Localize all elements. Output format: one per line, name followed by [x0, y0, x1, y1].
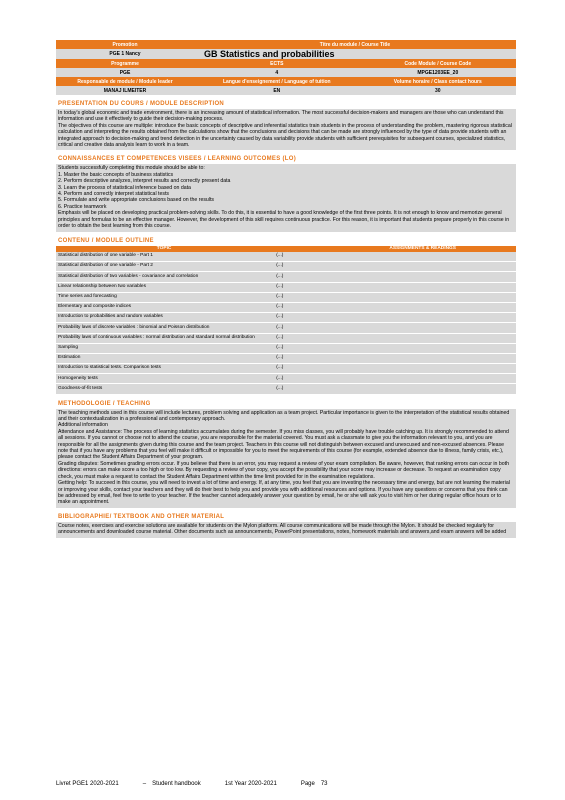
outline-topic: Statistical distribution of one variable - Part 1 [56, 252, 272, 262]
outline-topic: Statistical distribution of two variables - covariance and correlation [56, 272, 272, 282]
outline-row [56, 364, 516, 374]
outline-topic: Goodness-of-fit tests [56, 384, 272, 394]
outline-row [56, 333, 516, 343]
footer-page-label: Page [300, 781, 315, 787]
outline-assignment: (...) [272, 343, 516, 353]
methodology-paragraph: Grading disputes: Sometimes grading errors occur. If you believe that there is an error, you may request a review of your exam compilation. Be aware, however, that ranking errors can occur in both directions: errors can make score a too high or too low. By requesting a review of your copy, you accept the possibility that your score may increase or decrease. To request an examination copy check, you must make a request to contact the Student Affairs Department within the time limit provided for in the examination regulations. [58, 460, 509, 480]
methodology-paragraph: Additional information [58, 422, 108, 429]
course-code-value: MPGE1203EE_20 [360, 68, 516, 77]
bibliography-paragraph: Course notes, exercises and exercise solutions are available for students on the Mylon platform. All course communications will be made through the Mylon. It should be checked regularly for announcements and downloaded course material. Other documents such as announcements, PowerPoint presentations, notes, homework materials and answers,and exam answers will be added [58, 522, 507, 536]
language-value: EN [194, 86, 360, 95]
page-footer [56, 781, 516, 787]
outline-assignment: (...) [272, 313, 516, 323]
ects-label: ECTS [194, 59, 360, 68]
outline-row [56, 353, 516, 363]
outcome-item: 6. Practice teamwork [58, 203, 107, 210]
outcome-item: 4. Perform and correctly interpret statistical tests [58, 191, 169, 198]
footer-page-number: 73 [320, 781, 328, 787]
outline-row [56, 374, 516, 384]
outline-assignment: (...) [272, 252, 516, 262]
course-title-label: Titre du module / Course Title [194, 40, 516, 49]
methodology-paragraph: The teaching methods used in this course will include lectures, problem solving and application as a team project. Particular importance is given to the interpretation of the statistical results obtained and their contextualization in a professional and contemporary approach. [58, 409, 510, 423]
outcomes-intro: Students successfully completing this module should be able to: [58, 165, 205, 172]
outline-assignment: (...) [272, 374, 516, 384]
presentation-paragraph: The objectives of this course are multiple: introduce the basic concepts of descriptive and inferential statistics train students in the process of understanding the problem, mastering rigorous statistical calculation and interpreting the results obtained from the calculations show that the conclusions and decisions that can be made are strongly influenced by the type of data provide students with an integrated approach to decision-making and trend detection in the uncertainty caused by data variability provide students with sufficient prerequisites for subsequent courses, specialized statistics, critical and creative data analysis learn to work in a team. [58, 122, 512, 149]
footer-year: 1st Year 2020-2021 [224, 781, 277, 787]
methodology-heading: METHODOLOGIE / TEACHING [58, 400, 151, 407]
outline-assignment: (...) [272, 282, 516, 292]
handbook-page [56, 40, 516, 538]
assignments-column-header: ASSIGNMENTS & READINGS [272, 246, 516, 252]
outline-topic: Probability laws of continuous variables : normal distribution and standard normal distribution [56, 333, 272, 343]
outline-row [56, 384, 516, 394]
footer-handbook: Student handbook [152, 781, 201, 787]
outline-assignment: (...) [272, 384, 516, 394]
outline-assignment: (...) [272, 292, 516, 302]
outline-assignment: (...) [272, 302, 516, 312]
outline-heading: CONTENU / MODULE OUTLINE [58, 237, 154, 244]
methodology-box [56, 409, 516, 508]
language-label: Langue d'enseignement / Language of tuition [194, 77, 360, 86]
outline-topic: Linear relationship between two variables [56, 282, 272, 292]
outline-topic: Elementary and composite indices [56, 302, 272, 312]
outcome-item: 1. Master the basic concepts of business statistics [58, 171, 174, 178]
presentation-heading: PRESENTATION DU COURS / MODULE DESCRIPTION [58, 101, 225, 107]
footer-livret: Livret PGE1 2020-2021 [56, 781, 119, 787]
outline-row [56, 313, 516, 323]
bibliography-box [56, 522, 516, 538]
promotion-value: PGE 1 Nancy [56, 49, 194, 59]
programme-label: Programme [56, 59, 194, 68]
contact-hours-value: 30 [360, 86, 516, 95]
outcomes-closing: Emphasis will be placed on developing practical problem-solving skills. To do this, it is essential to have a good knowledge of the first three points. It is not enough to know and memorize general principles and formulas to be an effective manager. However, the development of this skill requires continuous practice. For this reason, it is important that students prepare properly in this course in order to obtain the best learning from this course. [58, 210, 510, 230]
promotion-label: Promotion [56, 40, 194, 49]
outline-topic: Sampling [56, 343, 272, 353]
outline-row [56, 343, 516, 353]
footer-dash: – [142, 781, 147, 787]
outline-topic: Homogeneity tests [56, 374, 272, 384]
programme-value: PGE [56, 68, 194, 77]
outcome-item: 3. Learn the process of statistical inference based on data [58, 184, 191, 191]
methodology-paragraph: Getting help: To succeed in this course, you will need to invest a lot of time and energy. If, at any time, you feel that you are investing the necessary time and energy, but are not learning the material or improving your skills, contact your teachers and they will do their best to help you and provide you with additional resources and options. If you have any questions or concerns that you think can be addressed by email, feel free to write to your teacher. If the teacher cannot adequately answer your question by email, he or she will ask you to visit him or her during regular office hours or to make an appointment. [58, 480, 510, 506]
outline-row [56, 292, 516, 302]
outline-topic: Introduction to statistical tests. Comparison tests [56, 364, 272, 374]
outline-assignment: (...) [272, 353, 516, 363]
outline-assignment: (...) [272, 333, 516, 343]
presentation-box [56, 109, 516, 150]
outline-row [56, 302, 516, 312]
outline-row [56, 262, 516, 272]
presentation-paragraph: In today's global economic and trade environment, there is an increasing amount of statistical information. The most successful decision-makers and managers are those who can understand this information and use it effectively to guide their decision-making process. [58, 110, 504, 123]
outline-assignment: (...) [272, 272, 516, 282]
outcome-item: 5. Formulate and write appropriate conclusions based on the results [58, 197, 214, 204]
outline-assignment: (...) [272, 323, 516, 333]
outline-row [56, 252, 516, 262]
outline-topic: Estimation [56, 353, 272, 363]
module-leader-label: Responsable de module / Module leader [56, 77, 194, 86]
outline-assignment: (...) [272, 364, 516, 374]
outline-topic: Introduction to probabilities and random variables [56, 313, 272, 323]
course-code-label: Code Module / Course Code [360, 59, 516, 68]
contact-hours-label: Volume horaire / Class contact hours [360, 77, 516, 86]
outline-topic: Time series and forecasting [56, 292, 272, 302]
outcome-item: 2. Perform descriptive analyzes, interpret results and correctly present data [58, 178, 231, 185]
course-title-value: GB Statistics and probabilities [194, 49, 516, 59]
module-leader-value: MANAJ ILMEITER [56, 86, 194, 95]
outline-topic: Probability laws of discrete variables : binomial and Poisson distribution [56, 323, 272, 333]
outline-row [56, 272, 516, 282]
methodology-paragraph: Attendance and Assistance: The process of learning statistics accumulates during the semester. If you miss classes, you will probably have trouble catching up. It is strongly recommended to attend all sessions. If you cannot or choose not to attend the course, you are responsible for the material covered. You must ask a classmate to give you the information relevant to you, and you are responsible for all the assignments given during this course and the team project. Teachers in this course will not distinguish between excused and unexcused and non-excused absences. Please note that if you have any problems that you feel will make it difficult or impossible for you to meet the requirements of this course (for example, extended absence due to illness, family crisis, etc.), please contact the Student Affairs Department of your program. [58, 428, 509, 461]
outline-assignment: (...) [272, 262, 516, 272]
learning-outcomes-heading: CONNAISSANCES ET COMPETENCES VISEES / LEARNING OUTCOMES (LO) [58, 156, 297, 163]
outline-table [56, 246, 516, 395]
outline-topic: Statistical distribution of one variable - Part 2 [56, 262, 272, 272]
outline-row [56, 282, 516, 292]
bibliography-heading: BIBLIOGRAPHIE/ TEXTBOOK AND OTHER MATERIAL [58, 513, 225, 520]
outline-row [56, 323, 516, 333]
module-header-table [56, 40, 516, 95]
topic-column-header: TOPIC [56, 246, 272, 252]
ects-value: 4 [194, 68, 360, 77]
learning-outcomes-box [56, 164, 516, 231]
